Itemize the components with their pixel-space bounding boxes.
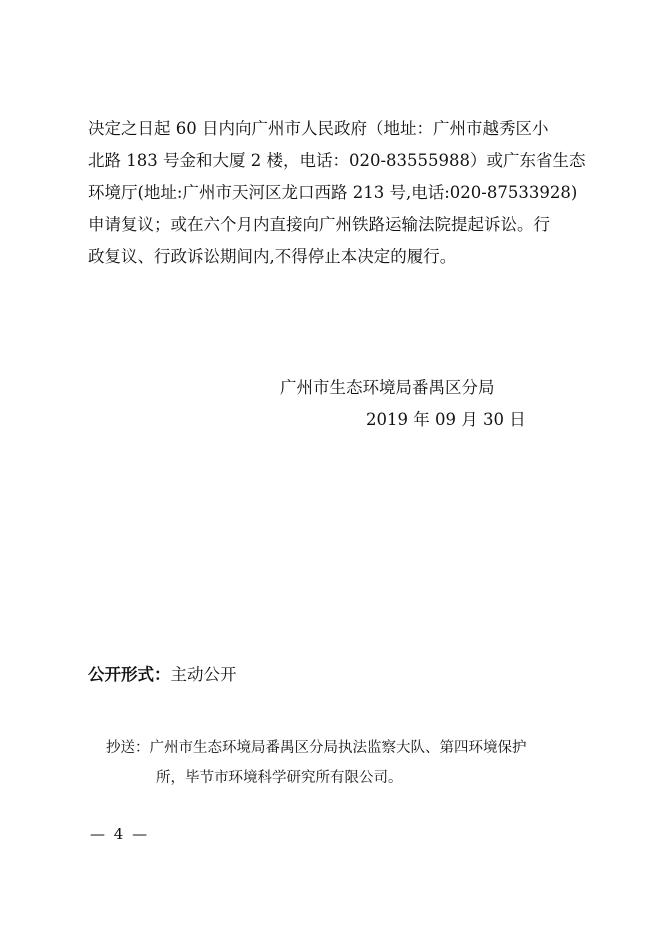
cc-block	[106, 733, 586, 793]
body-line-2: 北路 183 号金和大厦 2 楼，电话：020-83555988）或广东省生态	[88, 151, 586, 170]
body-line-1: 决定之日起 60 日内向广州市人民政府（地址：广州市越秀区小	[88, 119, 549, 138]
decision-body-paragraph	[88, 113, 586, 273]
page-number: — 4 —	[90, 825, 150, 843]
issuing-organization: 广州市生态环境局番禺区分局	[280, 378, 495, 397]
body-line-3: 环境厅(地址:广州市天河区龙口西路 213 号,电话:020-87533928)	[88, 183, 578, 202]
disclosure-form	[88, 661, 237, 689]
body-line-4: 申请复议；或在六个月内直接向广州铁路运输法院提起诉讼。行	[88, 215, 550, 234]
issue-date: 2019 年 09 月 30 日	[366, 410, 526, 429]
disclosure-label: 公开形式：	[88, 665, 171, 684]
signature-block	[280, 372, 526, 436]
body-line-5: 政复议、行政诉讼期间内,不得停止本决定的履行。	[88, 247, 457, 266]
cc-line-1: 抄送：广州市生态环境局番禺区分局执法监察大队、第四环境保护	[106, 740, 527, 756]
cc-line-2: 所，毕节市环境科学研究所有限公司。	[156, 770, 403, 786]
disclosure-value: 主动公开	[170, 665, 237, 684]
